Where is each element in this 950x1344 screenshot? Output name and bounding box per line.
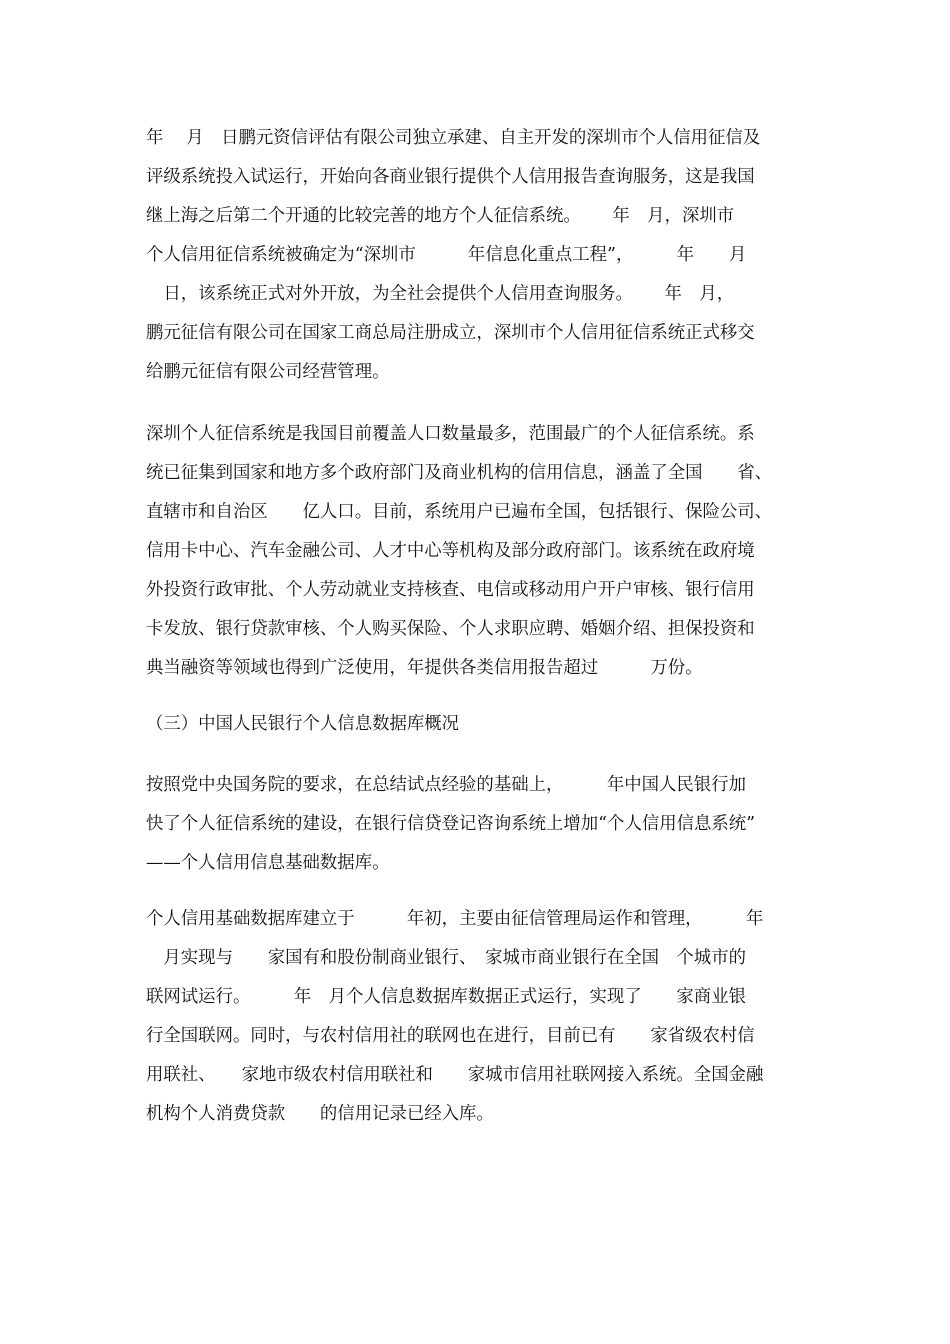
- text-line: 继上海之后第二个开通的比较完善的地方个人征信系统。 年 月，深圳市: [146, 206, 735, 226]
- text-line: 卡发放、银行贷款审核、个人购买保险、个人求职应聘、婚姻介绍、担保投资和: [146, 619, 755, 639]
- text-line: 典当融资等领域也得到广泛使用，年提供各类信用报告超过 万份。: [146, 658, 703, 678]
- text-line: 外投资行政审批、个人劳动就业支持核查、电信或移动用户开户审核、银行信用: [146, 580, 755, 600]
- text-line: 联网试运行。 年 月个人信息数据库数据正式运行，实现了 家商业银: [146, 987, 746, 1007]
- text-line: 快了个人征信系统的建设，在银行信贷登记咨询系统上增加“个人信用信息系统”: [146, 814, 756, 834]
- text-line: 直辖市和自治区 亿人口。目前，系统用户已遍布全国，包括银行、保险公司、: [146, 502, 773, 522]
- text-line: 深圳个人征信系统是我国目前覆盖人口数量最多，范围最广的个人征信系统。系: [146, 424, 755, 444]
- text-line: 鹏元征信有限公司在国家工商总局注册成立，深圳市个人信用征信系统正式移交: [146, 323, 755, 343]
- text-line: 个人信用征信系统被确定为“深圳市 年信息化重点工程”， 年 月: [146, 245, 747, 265]
- text-line: 机构个人消费贷款 的信用记录已经入库。: [146, 1104, 494, 1124]
- text-line: 日，该系统正式对外开放，为全社会提供个人信用查询服务。 年 月，: [146, 284, 735, 304]
- text-line: 信用卡中心、汽车金融公司、人才中心等机构及部分政府部门。该系统在政府境: [146, 541, 755, 561]
- text-line: 年 月 日鹏元资信评估有限公司独立承建、自主开发的深圳市个人信用征信及: [146, 128, 761, 148]
- text-line: 给鹏元征信有限公司经营管理。: [146, 362, 390, 382]
- text-line: ——个人信用信息基础数据库。: [146, 853, 390, 873]
- text-line: 按照党中央国务院的要求，在总结试点经验的基础上， 年中国人民银行加: [146, 775, 746, 795]
- text-line: 统已征集到国家和地方多个政府部门及商业机构的信用信息，涵盖了全国 省、: [146, 463, 773, 483]
- text-line: 个人信用基础数据库建立于 年初，主要由征信管理局运作和管理， 年: [146, 909, 764, 929]
- section-heading: （三）中国人民银行个人信息数据库概况: [146, 714, 460, 734]
- text-line: 行全国联网。同时，与农村信用社的联网也在进行，目前已有 家省级农村信: [146, 1026, 755, 1046]
- text-line: 用联社、 家地市级农村信用联社和 家城市信用社联网接入系统。全国金融: [146, 1065, 764, 1085]
- text-line: 月实现与 家国有和股份制商业银行、 家城市商业银行在全国 个城市的: [146, 948, 746, 968]
- text-line: 评级系统投入试运行，开始向各商业银行提供个人信用报告查询服务，这是我国: [146, 167, 755, 187]
